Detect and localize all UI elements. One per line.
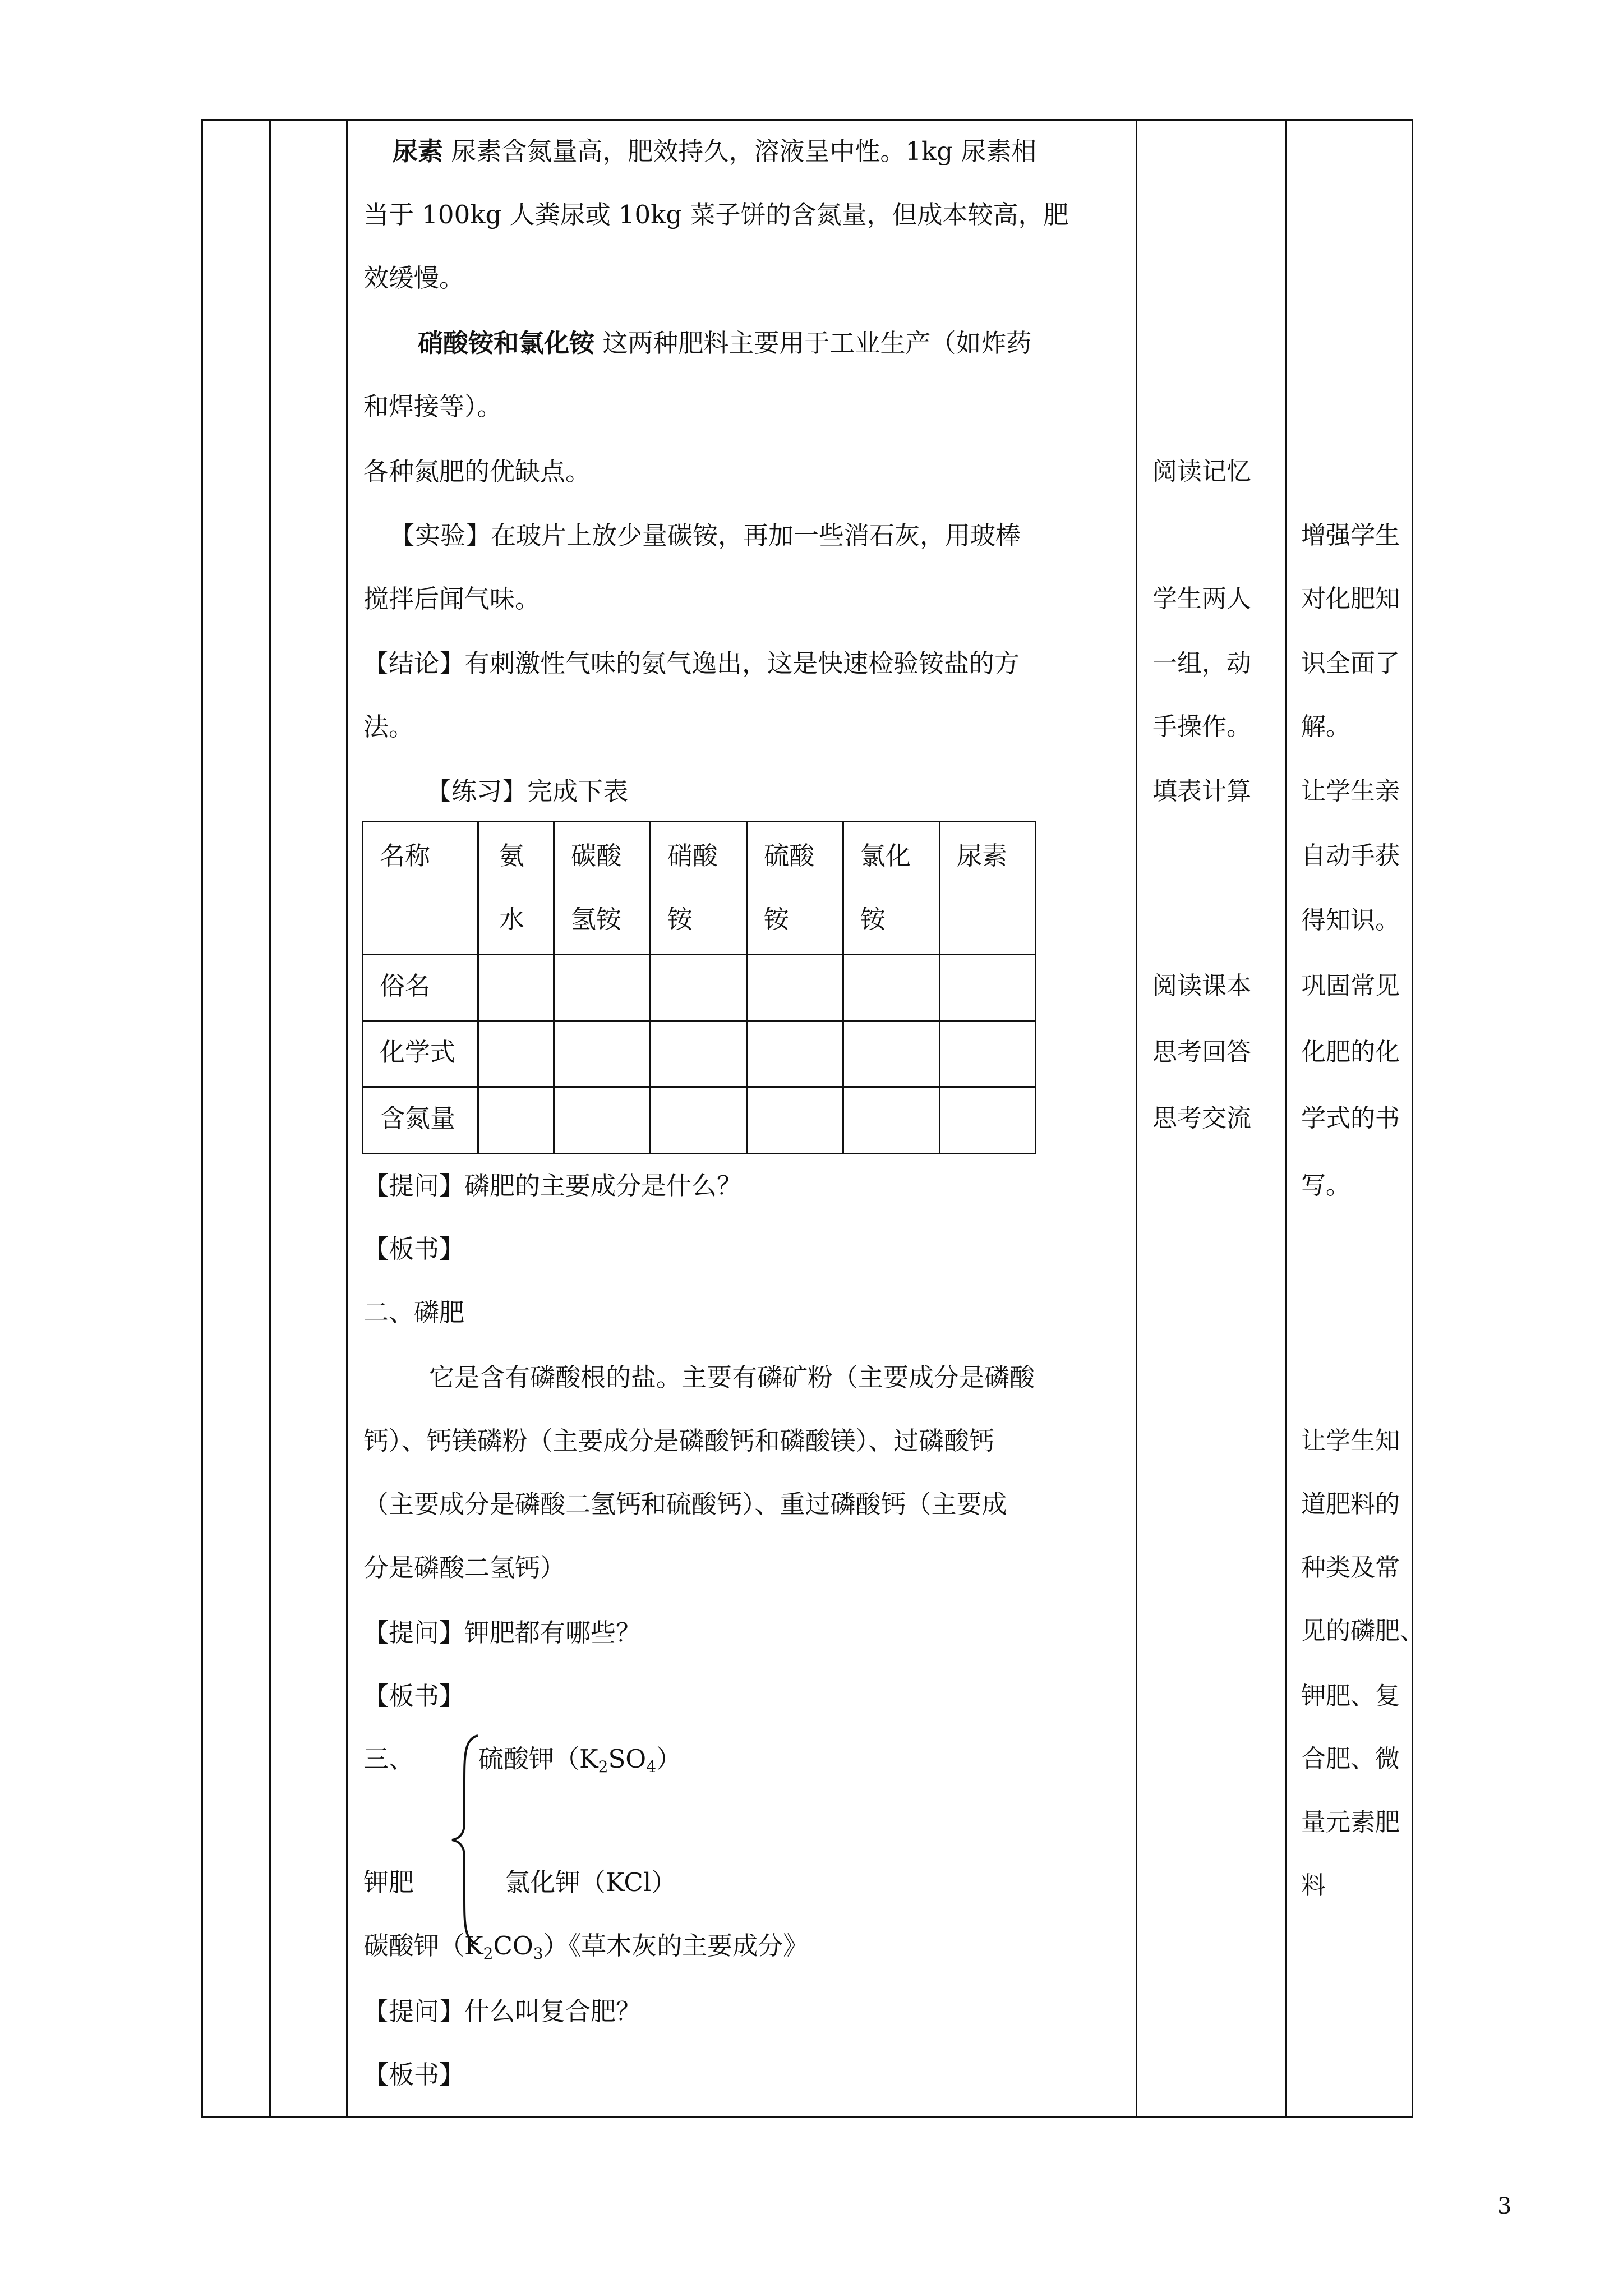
nitrate-title: 硝酸铵和氯化铵 bbox=[418, 328, 595, 358]
intent-line: 得知识。 bbox=[1301, 906, 1400, 935]
practice-line: 【练习】完成下表 bbox=[426, 776, 629, 806]
k2co3-text-end: ）《草木灰的主要成分》 bbox=[543, 1931, 809, 1961]
intent-line: 合肥、微 bbox=[1301, 1745, 1400, 1773]
nitrate-paragraph-line1 bbox=[418, 328, 1031, 359]
k2co3-subscript-2: 3 bbox=[533, 1944, 543, 1963]
urea-paragraph-line3: 效缓慢。 bbox=[363, 263, 465, 293]
potash-item-k2so4 bbox=[478, 1743, 681, 1783]
nitrate-paragraph-line2: 和焊接等）。 bbox=[363, 392, 502, 421]
pros-cons-line: 各种氮肥的优缺点。 bbox=[363, 457, 591, 486]
practice-table-col-line bbox=[746, 821, 748, 1154]
question-phosphate: 【提问】磷肥的主要成分是什么？ bbox=[363, 1171, 743, 1200]
conclusion-line1: 【结论】有刺激性气味的氨气逸出，这是快速检验铵盐的方 bbox=[363, 648, 1020, 678]
board-note-2: 【板书】 bbox=[363, 1681, 465, 1711]
intent-line: 巩固常见 bbox=[1301, 972, 1400, 1000]
table-col-nh42so4-l1: 硫酸 bbox=[764, 841, 815, 871]
experiment-line1: 【实验】在玻片上放少量碳铵，再加一些消石灰，用玻棒 bbox=[390, 521, 1021, 550]
student-activity-pair-l2: 一组，动 bbox=[1152, 649, 1251, 678]
phosphate-paragraph-line3: （主要成分是磷酸二氢钙和硫酸钙）、重过磷酸钙（主要成 bbox=[363, 1489, 1007, 1519]
k2so4-text: 硫酸钾（K bbox=[478, 1744, 598, 1774]
k2so4-subscript-2: 4 bbox=[646, 1757, 657, 1776]
phosphate-paragraph-line2: 钙）、钙镁磷粉（主要成分是磷酸钙和磷酸镁）、过磷酸钙 bbox=[363, 1426, 995, 1456]
intent-line: 量元素肥 bbox=[1301, 1808, 1400, 1837]
table-row-formula: 化学式 bbox=[380, 1037, 456, 1067]
practice-table-row-line bbox=[362, 1086, 1036, 1088]
table-row-common-name: 俗名 bbox=[380, 971, 431, 1001]
phosphate-paragraph-line4: 分是磷酸二氢钙） bbox=[363, 1553, 566, 1582]
table-row-nitrogen-content: 含氮量 bbox=[380, 1103, 456, 1133]
column-divider-2 bbox=[346, 119, 348, 2118]
urea-title: 尿素 bbox=[393, 136, 444, 166]
intent-line: 种类及常 bbox=[1301, 1553, 1400, 1582]
intent-line: 见的磷肥、 bbox=[1301, 1617, 1424, 1645]
student-activity-discuss-l1: 阅读课本 bbox=[1152, 972, 1251, 1000]
phosphate-paragraph-line1: 它是含有磷酸根的盐。主要有磷矿粉（主要成分是磷酸 bbox=[429, 1363, 1035, 1392]
practice-table-col-line bbox=[842, 821, 844, 1154]
question-compound: 【提问】什么叫复合肥？ bbox=[363, 1996, 642, 2026]
k2co3-text: 碳酸钾（K bbox=[363, 1931, 483, 1961]
practice-table-row-line bbox=[362, 954, 1036, 955]
k2co3-text-mid: CO bbox=[493, 1931, 533, 1961]
student-activity-fill: 填表计算 bbox=[1152, 777, 1251, 806]
phosphate-heading: 二、磷肥 bbox=[363, 1297, 465, 1327]
k2so4-text-end: ） bbox=[656, 1744, 682, 1774]
urea-paragraph-line1 bbox=[393, 136, 1036, 167]
brace-icon bbox=[449, 1733, 482, 1947]
table-col-ammonia-l2: 水 bbox=[499, 904, 525, 934]
practice-table-row-line bbox=[362, 1020, 1036, 1022]
k2co3-subscript-1: 2 bbox=[483, 1944, 494, 1963]
practice-table-col-line bbox=[939, 821, 940, 1154]
intent-line: 让学生知 bbox=[1301, 1427, 1400, 1455]
urea-text-1: 尿素含氮量高，肥效持久，溶液呈中性。1kg 尿素相 bbox=[451, 136, 1037, 166]
intent-line: 学式的书 bbox=[1301, 1104, 1400, 1133]
board-note-3: 【板书】 bbox=[363, 2060, 465, 2090]
practice-table-col-line bbox=[553, 821, 555, 1154]
table-col-nh4hco3-l1: 碳酸 bbox=[571, 841, 622, 871]
intent-line: 自动手获 bbox=[1301, 841, 1400, 870]
column-divider-3 bbox=[1136, 119, 1137, 2118]
student-activity-pair-l1: 学生两人 bbox=[1152, 585, 1251, 613]
table-col-nh4hco3-l2: 氢铵 bbox=[571, 904, 622, 934]
potash-number: 三、 bbox=[363, 1744, 414, 1774]
experiment-line2: 搅拌后闻气味。 bbox=[363, 584, 541, 614]
intent-line: 料 bbox=[1301, 1871, 1326, 1900]
practice-table-col-line bbox=[649, 821, 651, 1154]
table-header-label: 名称 bbox=[380, 841, 431, 871]
intent-line: 道肥料的 bbox=[1301, 1490, 1400, 1519]
column-divider-1 bbox=[269, 119, 271, 2118]
table-col-nh4no3-l1: 硝酸 bbox=[667, 841, 718, 871]
intent-line: 让学生亲 bbox=[1301, 777, 1400, 806]
intent-line: 识全面了 bbox=[1301, 649, 1400, 678]
urea-paragraph-line2: 当于 100kg 人粪尿或 10kg 菜子饼的含氮量，但成本较高，肥 bbox=[363, 200, 1069, 229]
conclusion-line2: 法。 bbox=[363, 712, 414, 742]
table-col-nh4cl-l1: 氯化 bbox=[860, 841, 911, 871]
question-potash: 【提问】钾肥都有哪些？ bbox=[363, 1618, 642, 1648]
intent-line: 写。 bbox=[1301, 1171, 1350, 1200]
intent-line: 化肥的化 bbox=[1301, 1038, 1400, 1066]
intent-line: 钾肥、复 bbox=[1301, 1682, 1400, 1710]
intent-line: 解。 bbox=[1301, 712, 1350, 741]
k2so4-text-mid: SO bbox=[608, 1744, 647, 1774]
practice-table-col-line bbox=[477, 821, 479, 1154]
page-number: 3 bbox=[1497, 2193, 1512, 2219]
table-col-nh4cl-l2: 铵 bbox=[860, 904, 886, 934]
table-col-nh4no3-l2: 铵 bbox=[667, 904, 693, 934]
k2so4-subscript-1: 2 bbox=[598, 1757, 608, 1776]
table-col-ammonia-l1: 氨 bbox=[499, 841, 525, 871]
potash-label: 钾肥 bbox=[363, 1867, 414, 1897]
student-activity-read: 阅读记忆 bbox=[1152, 457, 1251, 486]
intent-line: 对化肥知 bbox=[1301, 585, 1400, 613]
board-note-1: 【板书】 bbox=[363, 1234, 465, 1264]
potash-item-kcl: 氯化钾（KCl） bbox=[505, 1867, 677, 1897]
student-activity-discuss-l3: 思考交流 bbox=[1152, 1104, 1251, 1133]
student-activity-discuss-l2: 思考回答 bbox=[1152, 1038, 1251, 1066]
intent-line: 增强学生 bbox=[1301, 521, 1400, 550]
column-divider-4 bbox=[1285, 119, 1287, 2118]
nitrate-text-1: 这两种肥料主要用于工业生产（如炸药 bbox=[602, 328, 1032, 358]
potash-item-k2co3 bbox=[363, 1930, 808, 1970]
table-col-urea-l1: 尿素 bbox=[957, 841, 1008, 871]
student-activity-pair-l3: 手操作。 bbox=[1152, 712, 1251, 741]
table-col-nh42so4-l2: 铵 bbox=[764, 904, 790, 934]
